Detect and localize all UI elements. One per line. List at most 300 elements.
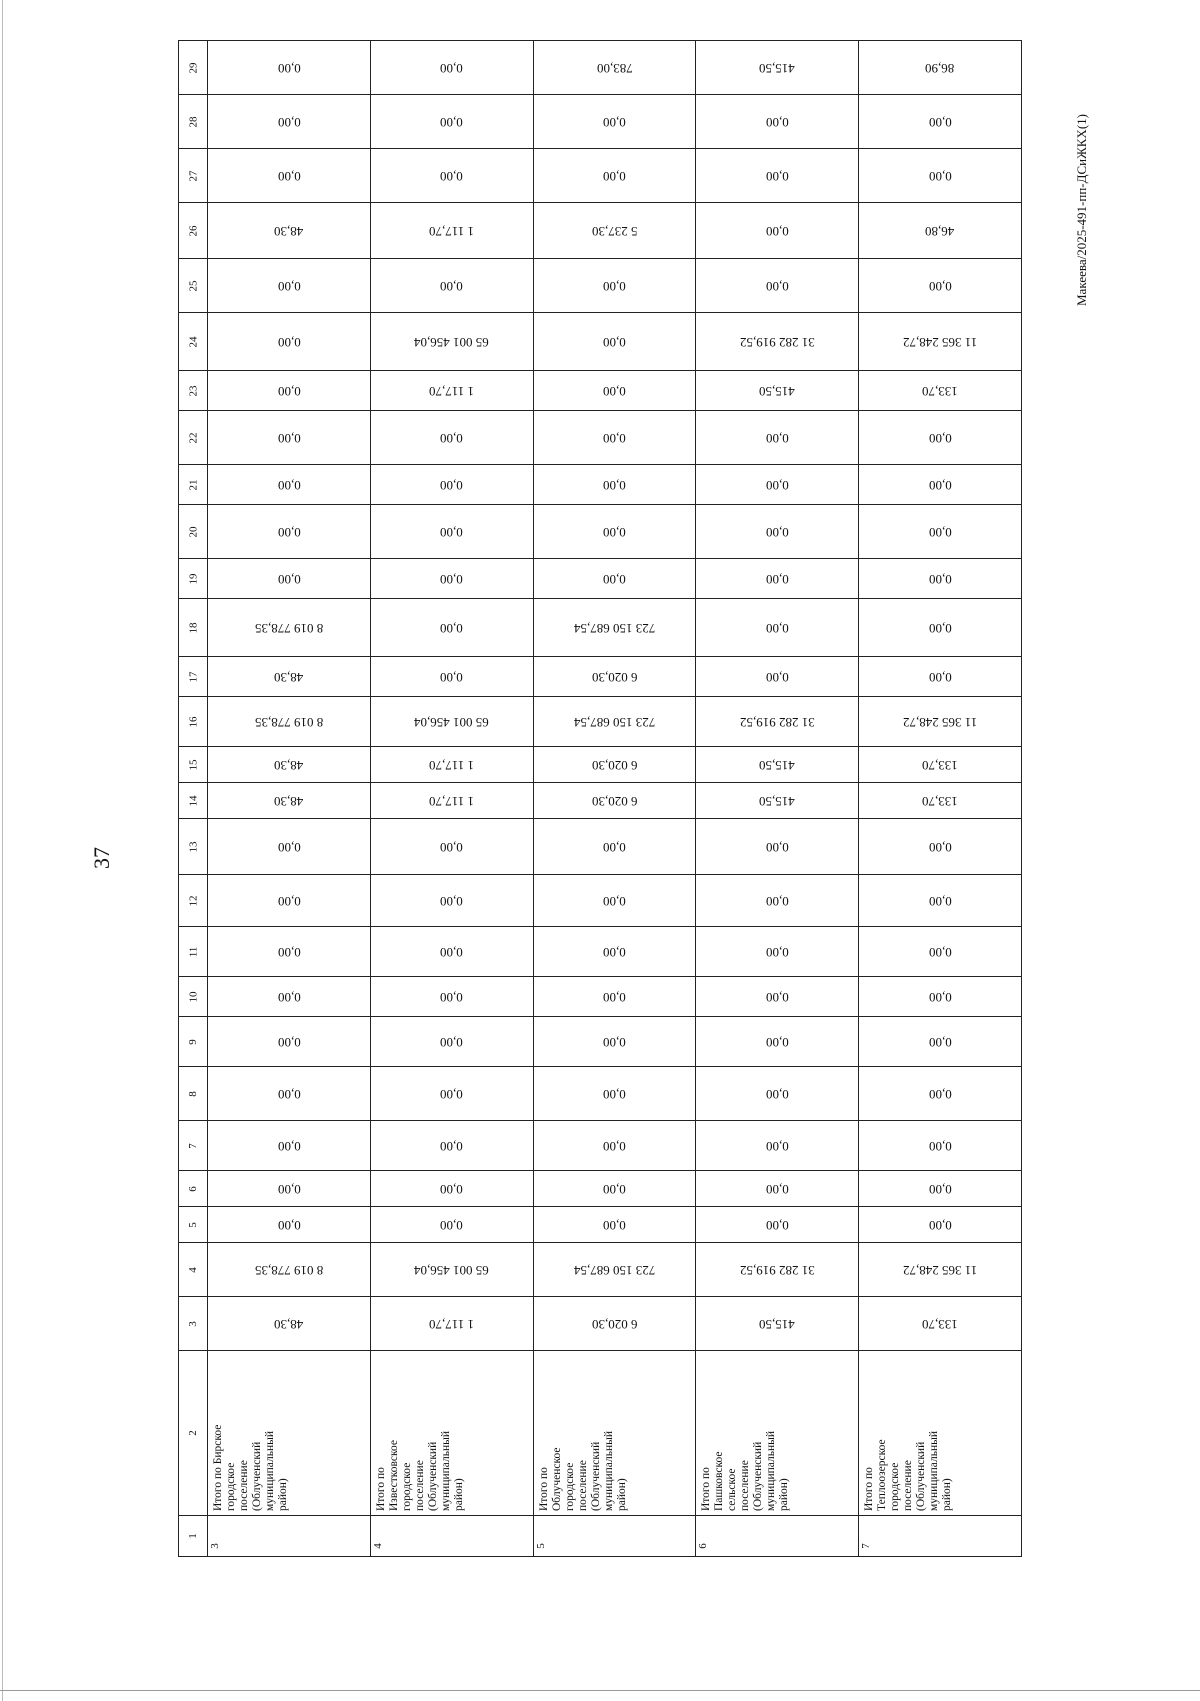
table-cell [370,411,533,465]
cell-value: 0,00 [928,1181,952,1197]
column-number [179,927,208,977]
column-row-15 [179,747,1022,783]
table-cell [533,203,696,259]
cell-value: 48,30 [274,223,304,239]
table-cell [533,1121,696,1171]
row-label: Итого по Теплоозерское городское поселение (Облученский муниципальный район) [863,1430,954,1511]
cell-value: 0,00 [765,430,789,446]
cell-value: 0,00 [765,1138,789,1154]
table-cell [370,1207,533,1243]
table-cell [533,697,696,747]
table-cell [370,819,533,875]
column-number-text: 16 [187,716,199,727]
table-cell [696,41,859,95]
table-cell [533,559,696,599]
table-cell [533,259,696,313]
column-number [179,411,208,465]
table-cell [208,1207,371,1243]
cell-value: 0,00 [928,524,952,540]
table-cell [533,1171,696,1207]
table-cell [370,875,533,927]
table-cell [370,313,533,371]
table-cell [696,1207,859,1243]
column-number-text: 17 [187,671,199,682]
table-cell [696,465,859,505]
table-cell [859,149,1022,203]
column-number [179,149,208,203]
cell-value: 0,00 [928,893,952,909]
column-number-text: 8 [187,1090,199,1097]
row-index-cell [370,1516,533,1557]
table-cell [696,559,859,599]
cell-value: 0,00 [277,278,301,294]
column-row-23 [179,371,1022,411]
table-cell [208,411,371,465]
cell-value: 0,00 [440,1034,464,1050]
table-cell [533,927,696,977]
table-cell [533,1297,696,1351]
cell-value: 0,00 [765,669,789,685]
table-cell [370,599,533,657]
column-number-text: 13 [187,841,199,852]
column-row-26 [179,203,1022,259]
table-cell [696,371,859,411]
cell-value: 0,00 [928,477,952,493]
table-cell [859,465,1022,505]
table-cell [859,599,1022,657]
table-cell [208,465,371,505]
table-cell [533,411,696,465]
row-label-cell [208,1351,371,1516]
cell-value: 0,00 [603,477,626,493]
cell-value: 0,00 [440,524,464,540]
page-number: 37 [89,847,114,869]
column-number [179,1017,208,1067]
table-cell [533,1243,696,1297]
cell-value: 0,00 [440,839,464,855]
cell-value: 415,50 [759,757,796,773]
table-cell [370,783,533,819]
cell-value: 1 117,70 [429,383,475,399]
cell-value: 6 020,30 [591,793,638,809]
cell-value: 415,50 [759,60,796,76]
table-cell [370,1171,533,1207]
cell-value: 48,30 [274,793,304,809]
column-row-29 [179,41,1022,95]
cell-value: 0,00 [603,1181,626,1197]
column-row-17 [179,657,1022,697]
cell-value: 0,00 [928,839,952,855]
column-number [179,599,208,657]
column-number-text: 11 [187,946,199,957]
cell-value: 0,00 [277,334,301,350]
column-number-text: 29 [187,62,199,73]
table-cell [370,371,533,411]
column-number [179,1243,208,1297]
cell-value: 5 237,30 [591,223,638,239]
column-number [179,1067,208,1121]
table-cell [533,149,696,203]
table-cell [533,1017,696,1067]
column-row-10 [179,977,1022,1017]
row-label: Итого по Известковское городское поселение (Облученский муниципальный район) [374,1430,465,1511]
table-cell [208,1121,371,1171]
column-number-text: 7 [187,1142,199,1149]
table-cell [533,465,696,505]
table-cell [208,747,371,783]
cell-value: 0,00 [603,571,626,587]
cell-value: 415,50 [759,793,796,809]
column-row-22 [179,411,1022,465]
cell-value: 0,00 [765,1217,789,1233]
cell-value: 0,00 [928,114,952,130]
column-row-12 [179,875,1022,927]
column-row-13 [179,819,1022,875]
column-row-20 [179,505,1022,559]
table-cell [370,747,533,783]
column-number-text: 14 [187,795,199,806]
row-index: 6 [697,1543,710,1549]
column-number-text: 28 [187,116,199,127]
table-cell [370,977,533,1017]
table-cell [533,875,696,927]
cell-value: 0,00 [440,989,464,1005]
table-cell [696,977,859,1017]
scan-edge [2,0,3,1701]
column-number [179,95,208,149]
column-row-5 [179,1207,1022,1243]
table-cell [696,313,859,371]
cell-value: 0,00 [603,944,626,960]
cell-value: 0,00 [277,839,301,855]
column-number-text: 2 [187,1430,199,1436]
column-number [179,747,208,783]
cell-value: 133,70 [922,383,958,399]
row-label-cell [859,1351,1022,1516]
column-row-8 [179,1067,1022,1121]
column-row-9 [179,1017,1022,1067]
cell-value: 723 150 687,54 [573,1262,656,1278]
cell-value: 6 020,30 [591,669,638,685]
cell-value: 0,00 [603,893,626,909]
column-number [179,41,208,95]
cell-value: 0,00 [928,278,952,294]
cell-value: 0,00 [277,1086,301,1102]
table-cell [370,697,533,747]
column-number-text: 21 [187,479,199,490]
table-cell [859,313,1022,371]
cell-value: 6 020,30 [591,757,638,773]
row-label: Итого по Бирское городское поселение (Облученский муниципальный район) [212,1424,289,1511]
table-cell [696,1171,859,1207]
cell-value: 48,30 [274,1316,304,1332]
table-cell [696,149,859,203]
table-cell [859,559,1022,599]
cell-value: 0,00 [440,278,464,294]
cell-value: 0,00 [603,168,626,184]
cell-value: 0,00 [440,60,464,76]
table-cell [370,1121,533,1171]
cell-value: 8 019 778,35 [254,1262,324,1278]
cell-value: 0,00 [440,430,464,446]
table-cell [370,95,533,149]
cell-value: 0,00 [765,839,789,855]
cell-value: 0,00 [440,1181,464,1197]
table-cell [859,1297,1022,1351]
row-label-cell [533,1351,696,1516]
column-number [179,505,208,559]
table-cell [208,95,371,149]
table-cell [696,1297,859,1351]
cell-value: 783,00 [596,60,633,76]
cell-value: 0,00 [440,168,464,184]
table-cell [859,697,1022,747]
table-cell [533,1207,696,1243]
column-number-text: 24 [187,336,199,347]
table-cell [370,203,533,259]
table-cell [696,1067,859,1121]
column-number [179,819,208,875]
column-number-text: 19 [187,573,199,584]
row-index-cell [696,1516,859,1557]
cell-value: 133,70 [922,757,958,773]
column-number-text: 23 [187,385,199,396]
cell-value: 0,00 [277,1217,301,1233]
table-cell [208,371,371,411]
cell-value: 0,00 [277,1138,301,1154]
cell-value: 0,00 [928,168,952,184]
column-number [179,1171,208,1207]
cell-value: 0,00 [440,114,464,130]
table-cell [533,747,696,783]
table-cell [370,559,533,599]
cell-value: 0,00 [765,893,789,909]
table-cell [859,203,1022,259]
table-cell [533,599,696,657]
cell-value: 31 282 919,52 [739,334,815,350]
table-cell [370,41,533,95]
column-number-text: 18 [187,622,199,633]
row-index: 3 [208,1543,221,1549]
table-cell [208,977,371,1017]
table-cell [859,95,1022,149]
column-number [179,1516,208,1557]
table-cell [533,371,696,411]
table-cell [696,1017,859,1067]
row-label: Итого по Пашковское сельское поселение (Облученский муниципальный район) [700,1430,791,1511]
cell-value: 0,00 [277,114,301,130]
column-number-text: 26 [187,225,199,236]
column-row-21 [179,465,1022,505]
column-row-7 [179,1121,1022,1171]
cell-value: 46,80 [925,223,955,239]
cell-value: 723 150 687,54 [573,620,656,636]
cell-value: 0,00 [277,168,301,184]
table-cell [859,1017,1022,1067]
table-cell [859,819,1022,875]
cell-value: 0,00 [603,334,626,350]
cell-value: 0,00 [603,1086,626,1102]
cell-value: 0,00 [928,1217,952,1233]
table-cell [208,41,371,95]
cell-value: 48,30 [274,669,304,685]
table-cell [696,599,859,657]
table-cell [859,1207,1022,1243]
cell-value: 1 117,70 [429,223,475,239]
column-number-text: 9 [187,1038,199,1045]
column-number [179,371,208,411]
cell-value: 0,00 [765,989,789,1005]
table-cell [533,819,696,875]
table-cell [859,747,1022,783]
table-cell [696,927,859,977]
cell-value: 0,00 [277,524,301,540]
table-cell [859,371,1022,411]
table-cell [208,599,371,657]
table-cell [533,505,696,559]
report-table [178,40,1022,1557]
table-cell [208,875,371,927]
cell-value: 1 117,70 [429,793,475,809]
cell-value: 6 020,30 [591,1316,638,1332]
cell-value: 0,00 [765,524,789,540]
column-number [179,1297,208,1351]
cell-value: 0,00 [277,60,301,76]
table-cell [696,875,859,927]
cell-value: 0,00 [277,571,301,587]
cell-value: 0,00 [765,620,789,636]
cell-value: 133,70 [922,793,958,809]
cell-value: 0,00 [277,477,301,493]
table-cell [208,697,371,747]
table-cell [370,657,533,697]
row-index-cell [859,1516,1022,1557]
cell-value: 0,00 [603,839,626,855]
cell-value: 0,00 [928,669,952,685]
table-cell [859,927,1022,977]
cell-value: 0,00 [440,620,464,636]
cell-value: 0,00 [603,430,626,446]
cell-value: 0,00 [440,477,464,493]
column-number-text: 27 [187,170,199,181]
table-cell [859,875,1022,927]
table-cell [370,149,533,203]
column-number-text: 1 [187,1533,199,1539]
column-number-text: 10 [187,991,199,1002]
column-row-28 [179,95,1022,149]
cell-value: 0,00 [603,114,626,130]
column-row-27 [179,149,1022,203]
table-cell [208,783,371,819]
column-number [179,259,208,313]
cell-value: 31 282 919,52 [739,1262,815,1278]
table-cell [859,41,1022,95]
column-row-3 [179,1297,1022,1351]
cell-value: 0,00 [277,383,301,399]
cell-value: 0,00 [277,430,301,446]
cell-value: 86,90 [925,60,955,76]
column-row-6 [179,1171,1022,1207]
table-cell [696,505,859,559]
cell-value: 0,00 [277,1181,301,1197]
table-cell [370,505,533,559]
table-cell [208,819,371,875]
table-cell [208,313,371,371]
cell-value: 0,00 [440,571,464,587]
cell-value: 0,00 [603,1138,626,1154]
column-number-text: 25 [187,280,199,291]
column-row-2 [179,1351,1022,1516]
cell-value: 65 001 456,04 [414,1262,490,1278]
cell-value: 0,00 [603,1217,626,1233]
cell-value: 11 365 248,72 [902,334,978,350]
cell-value: 1 117,70 [429,1316,475,1332]
table-cell [208,1067,371,1121]
table-cell [533,41,696,95]
cell-value: 8 019 778,35 [254,620,324,636]
table-cell [208,1017,371,1067]
table-cell [859,1067,1022,1121]
column-number [179,977,208,1017]
row-index-cell [533,1516,696,1557]
cell-value: 0,00 [765,1181,789,1197]
cell-value: 0,00 [603,383,626,399]
column-number [179,1351,208,1516]
cell-value: 0,00 [765,278,789,294]
column-number [179,203,208,259]
cell-value: 0,00 [603,524,626,540]
column-number [179,559,208,599]
column-number [179,875,208,927]
table-cell [859,1171,1022,1207]
cell-value: 0,00 [603,1034,626,1050]
column-number-text: 6 [187,1185,199,1192]
column-row-25 [179,259,1022,313]
cell-value: 8 019 778,35 [254,714,324,730]
column-row-4 [179,1243,1022,1297]
cell-value: 0,00 [928,1034,952,1050]
cell-value: 0,00 [928,1138,952,1154]
row-index: 7 [859,1543,872,1549]
row-label-cell [696,1351,859,1516]
table-cell [370,1067,533,1121]
scan-bottom-line [0,1690,1200,1691]
table-cell [533,95,696,149]
cell-value: 0,00 [928,989,952,1005]
column-number [179,313,208,371]
table-cell [208,1243,371,1297]
table-cell [370,1017,533,1067]
column-row-19 [179,559,1022,599]
cell-value: 0,00 [765,1086,789,1102]
cell-value: 0,00 [440,669,464,685]
column-row-18 [179,599,1022,657]
column-number [179,465,208,505]
column-row-1 [179,1516,1022,1557]
table-cell [859,1121,1022,1171]
column-number [179,1207,208,1243]
table-cell [859,977,1022,1017]
table-cell [370,927,533,977]
document-identifier: Макеева/2025-491-пп-ДСиЖКХ(1) [1074,114,1089,306]
table-cell [370,465,533,505]
cell-value: 0,00 [765,571,789,587]
column-row-14 [179,783,1022,819]
cell-value: 0,00 [928,430,952,446]
table-cell [696,747,859,783]
cell-value: 0,00 [765,114,789,130]
column-number [179,783,208,819]
